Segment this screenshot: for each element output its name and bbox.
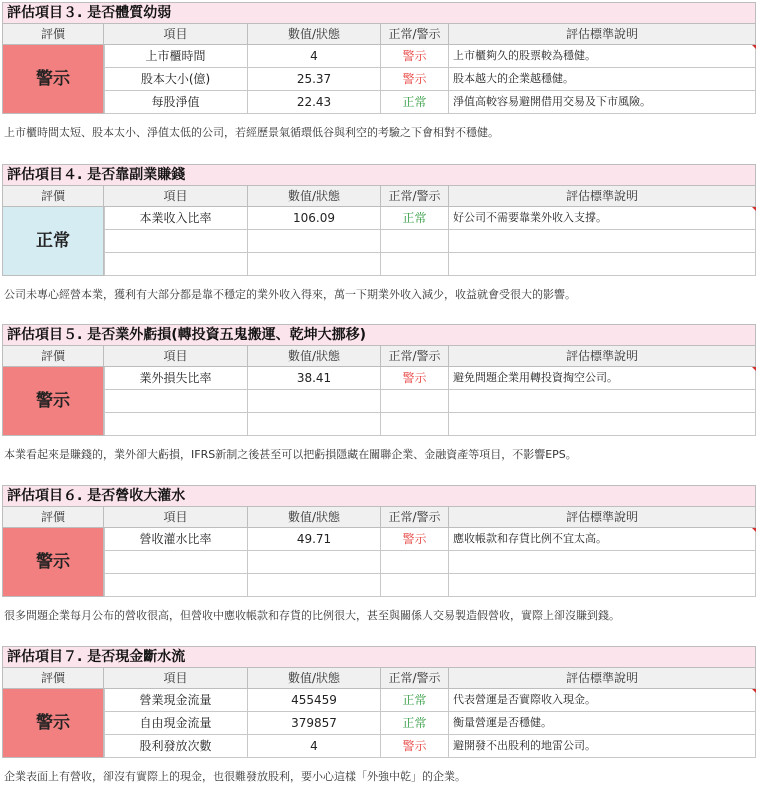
cell-value: 4	[248, 45, 381, 68]
cell-status: 警示	[381, 735, 449, 758]
cell-value	[248, 551, 381, 574]
cell-desc: 避免問題企業用轉投資掏空公司。	[449, 367, 756, 390]
cell-status: 警示	[381, 45, 449, 68]
cell-desc	[449, 413, 756, 436]
cell-item: 上市櫃時間	[104, 45, 248, 68]
cell-desc	[449, 574, 756, 597]
cell-item: 股利發放次數	[104, 735, 248, 758]
comment-marker-icon	[752, 207, 756, 211]
cell-status	[381, 253, 449, 276]
cell-status: 正常	[381, 91, 449, 114]
cell-item: 營收灌水比率	[104, 528, 248, 551]
cell-value: 25.37	[248, 68, 381, 91]
column-header-value: 數值/狀態	[248, 24, 381, 45]
column-header-eval: 評價	[2, 346, 104, 367]
section-note: 很多問題企業每月公布的營收很高，但營收中應收帳款和存貨的比例很大，甚至與關係人交易製造假營收，實際上卻沒賺到錢。	[4, 609, 620, 622]
cell-value	[248, 230, 381, 253]
section-title: 評估項目３. 是否體質幼弱	[2, 2, 756, 24]
cell-desc: 好公司不需要靠業外收入支撐。	[449, 207, 756, 230]
cell-value: 49.71	[248, 528, 381, 551]
column-header-item: 項目	[104, 668, 248, 689]
column-header-status: 正常/警示	[381, 24, 449, 45]
cell-item: 自由現金流量	[104, 712, 248, 735]
cell-desc	[449, 230, 756, 253]
section-note: 本業看起來是賺錢的，業外卻大虧損，IFRS新制之後甚至可以把虧損隱藏在關聯企業、金融資產等項目，不影響EPS。	[4, 448, 577, 461]
cell-item	[104, 253, 248, 276]
column-header-status: 正常/警示	[381, 346, 449, 367]
cell-desc	[449, 253, 756, 276]
evaluation-section	[0, 324, 764, 484]
cell-status: 警示	[381, 528, 449, 551]
comment-marker-icon	[752, 528, 756, 532]
cell-status	[381, 551, 449, 574]
comment-marker-icon	[752, 45, 756, 49]
cell-desc: 股本越大的企業越穩健。	[449, 68, 756, 91]
evaluation-section	[0, 485, 764, 645]
evaluation-badge: 正常	[2, 207, 104, 276]
cell-item: 股本大小(億)	[104, 68, 248, 91]
column-header-eval: 評價	[2, 668, 104, 689]
evaluation-badge: 警示	[2, 528, 104, 597]
comment-marker-icon	[752, 367, 756, 371]
column-header-eval: 評價	[2, 186, 104, 207]
column-header-status: 正常/警示	[381, 186, 449, 207]
cell-status	[381, 574, 449, 597]
cell-value: 22.43	[248, 91, 381, 114]
section-title: 評估項目７. 是否現金斷水流	[2, 646, 756, 668]
section-title: 評估項目４. 是否靠副業賺錢	[2, 164, 756, 186]
cell-item: 營業現金流量	[104, 689, 248, 712]
grid-border	[104, 367, 105, 436]
cell-status: 警示	[381, 68, 449, 91]
column-header-desc: 評估標準說明	[449, 186, 756, 207]
column-header-item: 項目	[104, 186, 248, 207]
cell-value	[248, 413, 381, 436]
cell-item	[104, 574, 248, 597]
cell-desc: 衡量營運是否穩健。	[449, 712, 756, 735]
column-header-item: 項目	[104, 24, 248, 45]
evaluation-section	[0, 2, 764, 162]
evaluation-section	[0, 646, 764, 806]
evaluation-badge: 警示	[2, 689, 104, 758]
evaluation-section	[0, 164, 764, 324]
cell-status: 正常	[381, 712, 449, 735]
cell-value: 379857	[248, 712, 381, 735]
cell-desc: 代表營運是否實際收入現金。	[449, 689, 756, 712]
cell-status	[381, 390, 449, 413]
grid-border	[104, 45, 105, 114]
column-header-eval: 評價	[2, 24, 104, 45]
cell-item	[104, 390, 248, 413]
grid-border	[104, 528, 105, 597]
cell-value: 106.09	[248, 207, 381, 230]
cell-value	[248, 574, 381, 597]
section-note: 上市櫃時間太短、股本太小、淨值太低的公司，若經歷景氣循環低谷與利空的考驗之下會相對不穩健。	[4, 126, 499, 139]
column-header-desc: 評估標準說明	[449, 346, 756, 367]
cell-item	[104, 230, 248, 253]
cell-item: 每股淨值	[104, 91, 248, 114]
cell-item	[104, 551, 248, 574]
cell-status	[381, 230, 449, 253]
cell-item: 本業收入比率	[104, 207, 248, 230]
cell-value: 4	[248, 735, 381, 758]
column-header-eval: 評價	[2, 507, 104, 528]
cell-value: 455459	[248, 689, 381, 712]
cell-desc: 淨值高較容易避開借用交易及下市風險。	[449, 91, 756, 114]
cell-desc: 避開發不出股利的地雷公司。	[449, 735, 756, 758]
cell-item	[104, 413, 248, 436]
cell-desc: 應收帳款和存貨比例不宜太高。	[449, 528, 756, 551]
comment-marker-icon	[752, 689, 756, 693]
column-header-desc: 評估標準說明	[449, 507, 756, 528]
section-title: 評估項目５. 是否業外虧損(轉投資五鬼搬運、乾坤大挪移)	[2, 324, 756, 346]
column-header-value: 數值/狀態	[248, 186, 381, 207]
column-header-value: 數值/狀態	[248, 668, 381, 689]
column-header-status: 正常/警示	[381, 668, 449, 689]
cell-desc	[449, 390, 756, 413]
section-title: 評估項目６. 是否營收大灌水	[2, 485, 756, 507]
column-header-desc: 評估標準說明	[449, 24, 756, 45]
cell-status: 正常	[381, 689, 449, 712]
column-header-value: 數值/狀態	[248, 346, 381, 367]
grid-border	[104, 689, 105, 758]
evaluation-badge: 警示	[2, 367, 104, 436]
cell-value	[248, 253, 381, 276]
column-header-item: 項目	[104, 507, 248, 528]
column-header-desc: 評估標準說明	[449, 668, 756, 689]
grid-border	[104, 207, 105, 276]
section-note: 公司未專心經營本業，獲利有大部分都是靠不穩定的業外收入得來，萬一下期業外收入減少，收益就會受很大的影響。	[4, 288, 576, 301]
cell-status	[381, 413, 449, 436]
cell-status: 警示	[381, 367, 449, 390]
column-header-status: 正常/警示	[381, 507, 449, 528]
column-header-item: 項目	[104, 346, 248, 367]
cell-item: 業外損失比率	[104, 367, 248, 390]
cell-value	[248, 390, 381, 413]
column-header-value: 數值/狀態	[248, 507, 381, 528]
cell-value: 38.41	[248, 367, 381, 390]
evaluation-badge: 警示	[2, 45, 104, 114]
cell-desc: 上市櫃夠久的股票較為穩健。	[449, 45, 756, 68]
cell-desc	[449, 551, 756, 574]
cell-status: 正常	[381, 207, 449, 230]
section-note: 企業表面上有營收，卻沒有實際上的現金，也很難發放股利，要小心這樣「外強中乾」的企業。	[4, 770, 466, 783]
